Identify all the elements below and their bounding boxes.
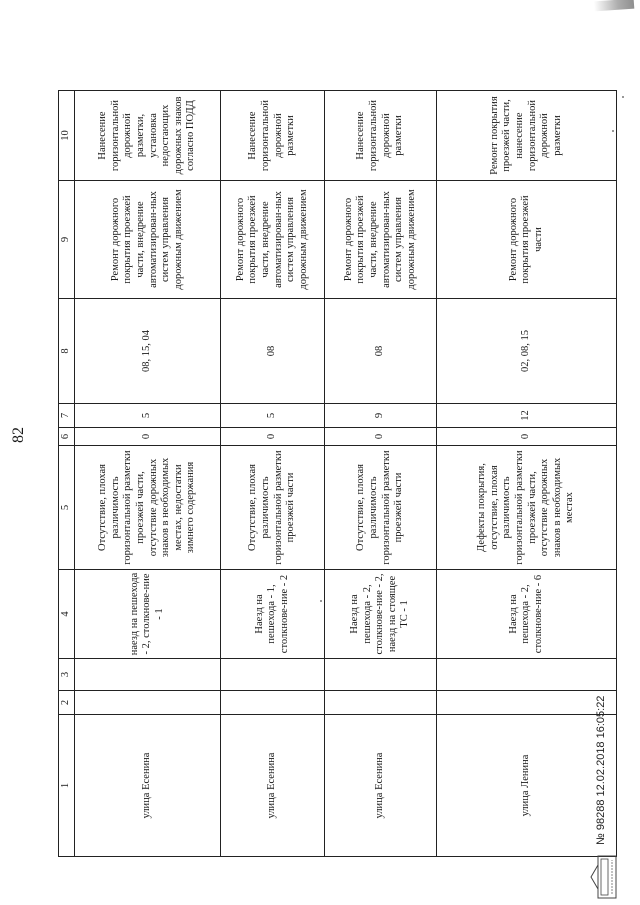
- data-table: [58, 90, 617, 857]
- table-row: [75, 91, 221, 857]
- table-cell: 0: [75, 428, 221, 446]
- causes-cell: Дефекты покрытия, отсутствие, плохая различимость горизонтальной разметки проезжей части, отсутствие дорожных знаков в необходимых местах: [437, 446, 617, 570]
- actions-cell: Нанесение горизонтальной дорожной разметки: [325, 91, 437, 181]
- table-cell: [221, 691, 325, 715]
- actions-cell: Нанесение горизонтальной дорожной разметки: [221, 91, 325, 181]
- table-cell: 12: [437, 404, 617, 428]
- street-cell: улица Ленина: [437, 715, 617, 857]
- codes-cell: 02, 08, 15: [437, 299, 617, 404]
- registration-stamp-icon: [588, 855, 618, 899]
- street-cell: улица Есенина: [75, 715, 221, 857]
- measures-cell: Ремонт дорожного покрытия проезжей части: [437, 181, 617, 299]
- causes-cell: Отсутствие, плохая различимость горизонтальной разметки проезжей части: [221, 446, 325, 570]
- causes-cell: Отсутствие, плохая различимость горизонтальной разметки проезжей части, отсутствие дорожных знаков в необходимых местах, недостатки зимнего содержания: [75, 446, 221, 570]
- table-cell: [75, 691, 221, 715]
- table-row: [325, 91, 437, 857]
- table-cell: 5: [75, 404, 221, 428]
- incidents-cell: Наезд на пешехода - 1, столкнове-ние - 2: [221, 570, 325, 659]
- codes-cell: 08: [325, 299, 437, 404]
- measures-cell: Ремонт дорожного покрытия проезжей части, внедрение автоматизирован-ных систем управления дорожным движением: [75, 181, 221, 299]
- header-cell: 2: [59, 691, 75, 715]
- header-cell: 8: [59, 299, 75, 404]
- table-cell: [75, 659, 221, 691]
- document-footer: [588, 0, 618, 905]
- header-cell: 6: [59, 428, 75, 446]
- table-cell: [325, 659, 437, 691]
- actions-cell: Нанесение горизонтальной дорожной разметки, установка недостающих дорожных знаков согласно ПОДД: [75, 91, 221, 181]
- measures-cell: Ремонт дорожного покрытия проезжей части, внедрение автоматизирован-ных систем управления дорожным движением: [325, 181, 437, 299]
- header-cell: 5: [59, 446, 75, 570]
- incidents-cell: Наезд на пешехода - 2, столкнове-ние - 2, наезд на стоящее ТС - 1: [325, 570, 437, 659]
- page-number: 82: [10, 427, 27, 443]
- incidents-cell: Наезд на пешехода - 2, столкнове-ние - 6: [437, 570, 617, 659]
- header-cell: 10: [59, 91, 75, 181]
- causes-cell: Отсутствие, плохая различимость горизонтальной разметки проезжей части: [325, 446, 437, 570]
- header-cell: 4: [59, 570, 75, 659]
- table-cell: [325, 691, 437, 715]
- street-cell: улица Есенина: [221, 715, 325, 857]
- header-cell: 3: [59, 659, 75, 691]
- header-cell: 9: [59, 181, 75, 299]
- table-cell: 0: [221, 428, 325, 446]
- table-cell: 0: [437, 428, 617, 446]
- table-cell: 5: [221, 404, 325, 428]
- table-cell: 0: [325, 428, 437, 446]
- header-cell: 7: [59, 404, 75, 428]
- actions-cell: Ремонт покрытия проезжей части, нанесение горизонтальной дорожной разметки: [437, 91, 617, 181]
- table-row: [221, 91, 325, 857]
- street-cell: улица Есенина: [325, 715, 437, 857]
- header-cell: 1: [59, 715, 75, 857]
- measures-cell: Ремонт дорожного покрытия проезжей части, внедрение автоматизирован-ных систем управления дорожным движением: [221, 181, 325, 299]
- incidents-cell: наезд на пешехода - 2, столкнове-ние - 1: [75, 570, 221, 659]
- document-registration-number: № 98288 12.02.2018 16:05:22: [595, 695, 607, 845]
- codes-cell: 08, 15, 04: [75, 299, 221, 404]
- table-cell: 9: [325, 404, 437, 428]
- header-row: [59, 91, 75, 857]
- table-cell: [221, 659, 325, 691]
- codes-cell: 08: [221, 299, 325, 404]
